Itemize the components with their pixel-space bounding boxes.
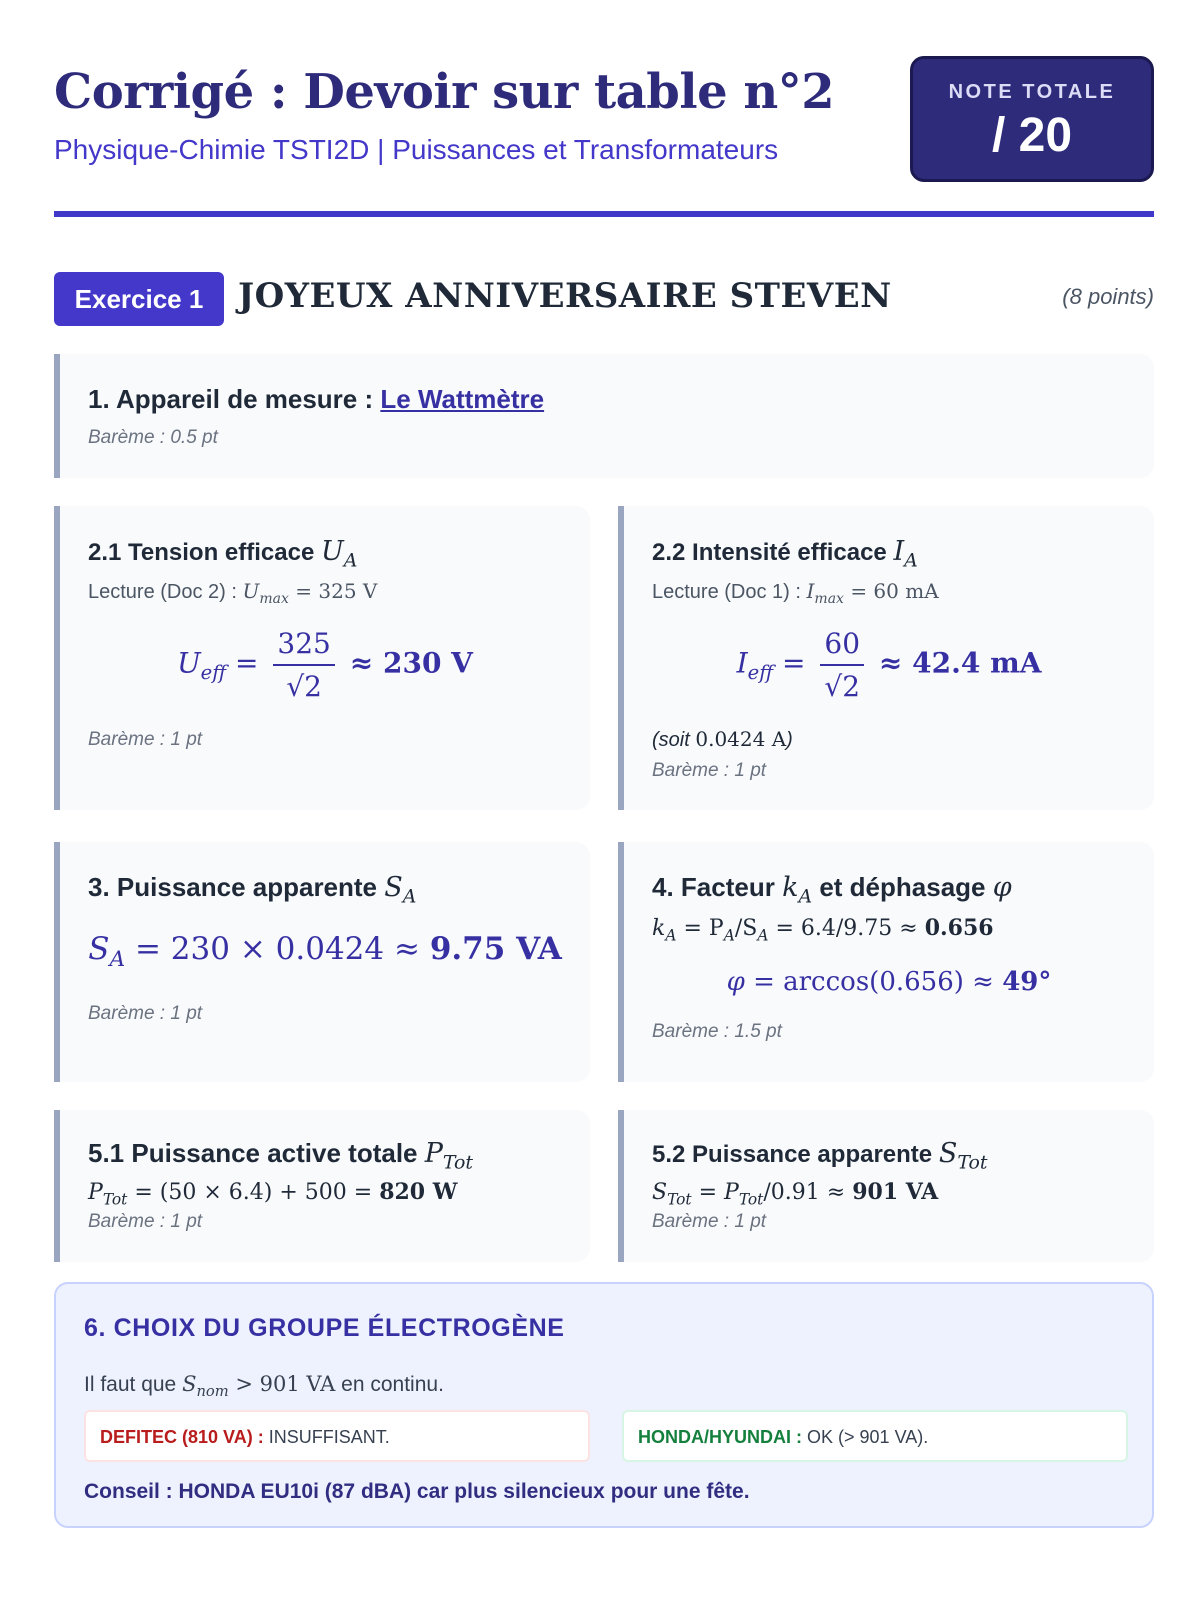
question-1-card [54,354,1154,478]
condition-value: > 901 VA [235,1372,336,1396]
question-4-card [618,842,1154,1082]
choice-defitec [84,1410,590,1462]
question-1-title [88,384,1154,415]
question-5-1-title: 5.1 Puissance active totale $P_{Tot}$ [88,1138,474,1174]
question-2-2-card [618,506,1154,810]
formula-p: = P [683,916,724,942]
question-1-bareme: Barème : 0.5 pt [88,427,218,448]
question-2-1-label: 2.1 Tension efficace [88,539,315,566]
exercise-points: (8 points) [1062,284,1154,309]
question-3-title: 3. Puissance apparente $S_A$ [88,872,417,908]
question-2-2-bareme: Barème : 1 pt [652,760,767,782]
question-2-1-card [54,506,590,810]
lecture-value: = 60 mA [850,579,939,604]
question-1-label: 1. Appareil de mesure : [88,384,374,414]
question-5-1-result: 820 W [379,1179,458,1206]
exercise-heading [54,272,1154,326]
formula-body: /0.91 ≈ [763,1180,846,1206]
question-2-1-formula: $U_{eff}$ = $\frac{325}{√2}$ ≈ 230 V [177,627,473,704]
question-3-card [54,842,590,1082]
question-3-formula: $S_A = 230 \times 0.0424 \approx 9.75$ VA [88,931,562,973]
question-5-2-label: 5.2 Puissance apparente [652,1141,933,1168]
note-prefix: (soit [652,729,690,752]
choice-honda-text: OK (> 901 VA). [807,1427,929,1447]
page-header [54,56,1154,218]
lecture-label: Lecture (Doc 1) : [652,581,801,604]
score-value: / 20 [991,109,1073,162]
question-4-result-phi: 49° [1002,966,1052,997]
page-subtitle: Physique-Chimie TSTI2D | Puissances et Transformateurs [54,134,779,165]
question-5-1-bareme: Barème : 1 pt [88,1210,203,1232]
lecture-label: Lecture (Doc 2) : [88,581,237,604]
formula-body: = 6.4/9.75 ≈ [775,916,918,942]
formula-body: = (50 × 6.4) + 500 = [134,1180,373,1206]
fraction-numerator: 60 [820,627,864,666]
header-divider [54,211,1154,217]
question-4-label-b: et déphasage [819,872,986,902]
note-suffix: ) [786,729,793,752]
question-2-2-lecture: Lecture (Doc 1) : $I_{max} = 60$ mA [652,579,939,608]
lecture-value: = 325 V [295,579,378,604]
question-5-1-label: 5.1 Puissance active totale [88,1138,418,1168]
choice-defitec-tag: DEFITEC (810 VA) : [100,1427,264,1447]
question-4-label-a: 4. Facteur [652,872,775,902]
question-2-2-result: ≈ 42.4 mA [878,646,1042,680]
condition-suffix: en continu. [341,1373,444,1396]
question-3-result: 9.75 VA [429,931,562,968]
question-5-1-card [54,1110,590,1262]
question-4-formula-k: $k_A = P_A/S_A = 6.4/9.75 \approx 0.656$ [652,915,994,945]
question-2-2-title: 2.2 Intensité efficace $I_A$ [652,536,918,572]
choice-honda-tag: HONDA/HYUNDAI : [638,1427,802,1447]
question-5-2-bareme: Barème : 1 pt [652,1210,767,1232]
score-box [910,56,1154,182]
question-6-condition: Il faut que $S_{nom} > 901$ VA en continu. [84,1372,444,1401]
question-2-1-result: ≈ 230 V [349,646,473,680]
question-6-box [54,1282,1154,1528]
question-5-1-formula: $P_{Tot} = (50 \times 6.4) + 500 = 820$ W [88,1179,458,1209]
question-5-2-card [618,1110,1154,1262]
fraction-numerator: 325 [273,627,334,666]
question-2-1-lecture: Lecture (Doc 2) : $U_{max} = 325$ V [88,579,378,608]
question-4-bareme: Barème : 1.5 pt [652,1020,782,1042]
question-3-bareme: Barème : 1 pt [88,1002,203,1024]
question-3-label: 3. Puissance apparente [88,872,378,902]
formula-body: = 230 × 0.0424 ≈ [134,931,420,968]
question-6-title: 6. CHOIX DU GROUPE ÉLECTROGÈNE [84,1314,565,1342]
question-5-2-result: 901 VA [852,1179,939,1206]
exercise-badge: Exercice 1 [54,272,224,326]
question-2-2-note [652,727,1154,752]
question-1-answer: Le Wattmètre [380,384,545,414]
question-5-2-formula: $S_{Tot} = P_{Tot}/0.91 \approx 901$ VA [652,1179,939,1209]
formula-body: = arccos(0.656) ≈ [753,966,994,997]
question-2-1-bareme: Barème : 1 pt [88,729,203,751]
exercise-title: JOYEUX ANNIVERSAIRE STEVEN [238,276,892,316]
choice-defitec-text: INSUFFISANT. [268,1427,390,1447]
question-4-result-k: 0.656 [924,915,994,942]
condition-prefix: Il faut que [84,1373,177,1396]
question-4-formula-phi: φ = arccos(0.656) ≈ 49° [726,966,1052,997]
choice-honda-hyundai [622,1410,1128,1462]
question-2-2-label: 2.2 Intensité efficace [652,539,887,566]
question-2-2-formula: $I_{eff}$ = $\frac{60}{√2}$ ≈ 42.4 mA [736,627,1042,704]
formula-s: /S [734,916,758,942]
question-2-1-title: 2.1 Tension efficace $U_A$ [88,536,358,572]
note-value: 0.0424 A [695,727,787,752]
page-title: Corrigé : Devoir sur table n°2 [54,64,835,120]
question-5-2-title: 5.2 Puissance apparente $S_{Tot}$ [652,1138,988,1174]
question-6-advice: Conseil : HONDA EU10i (87 dBA) car plus silencieux pour une fête. [84,1480,750,1503]
score-label: NOTE TOTALE [948,81,1116,103]
question-4-title: 4. Facteur $k_A$ et déphasage φ [652,872,1012,908]
